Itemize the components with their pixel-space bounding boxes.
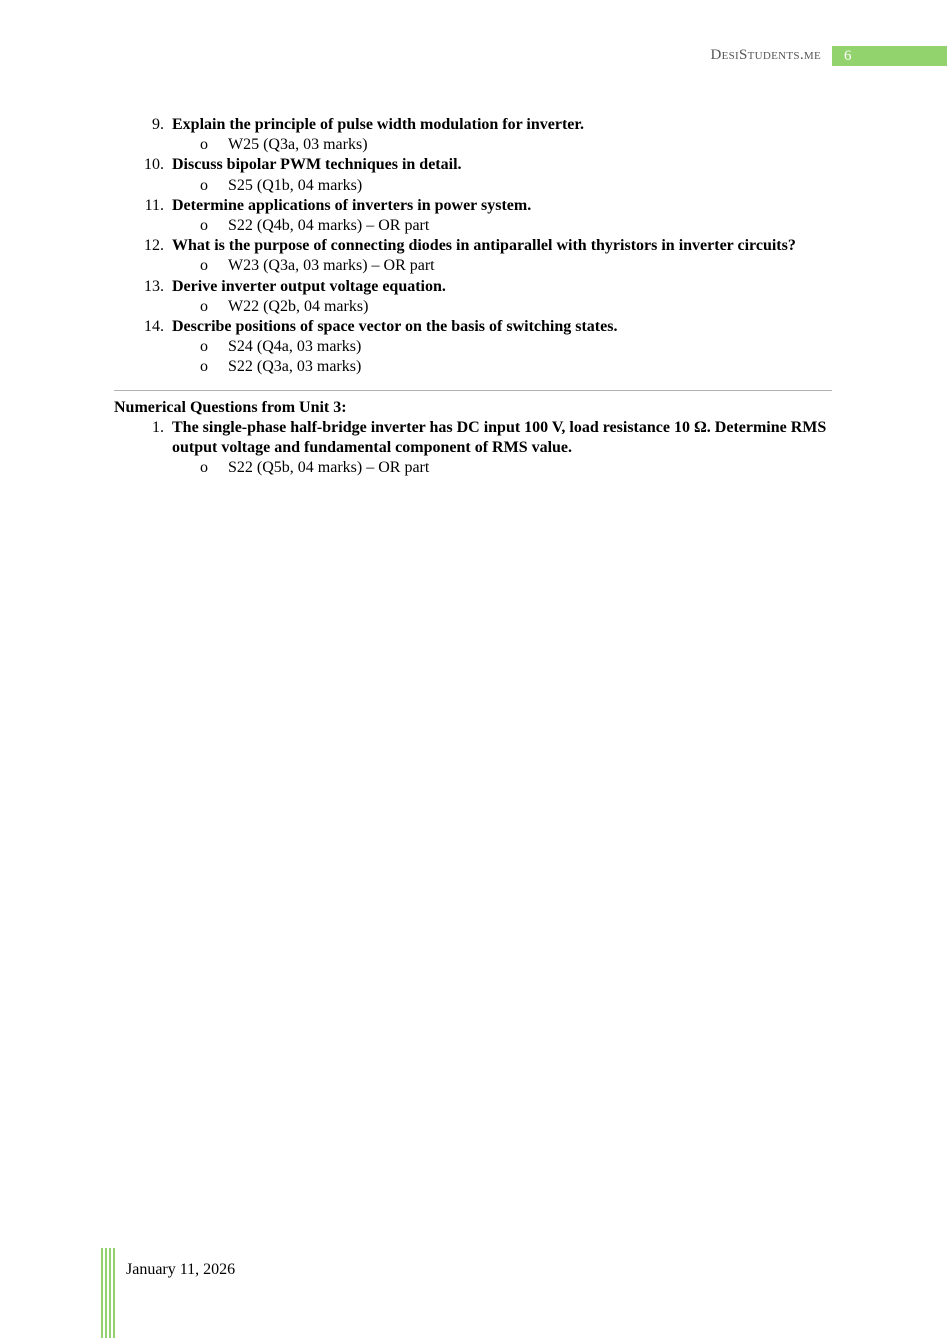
exam-reference-text: S22 (Q5b, 04 marks) – OR part — [228, 459, 430, 477]
question-text: Determine applications of inverters in power system. — [172, 196, 532, 214]
footer-date: January 11, 2026 — [126, 1261, 236, 1278]
question-number: 12. — [144, 237, 164, 255]
question-number: 13. — [144, 277, 164, 295]
question-number: 14. — [144, 318, 164, 336]
numerical-question-list — [114, 418, 834, 479]
question-text: The single-phase half-bridge inverter has DC input 100 V, load resistance 10 Ω. Determine RMS output voltage and fundamental component of RMS value. — [172, 418, 827, 457]
header-page-number: 6 — [832, 46, 947, 66]
footer-accent-bars — [101, 1248, 115, 1338]
question-number: 10. — [144, 156, 164, 174]
exam-reference-text: S22 (Q3a, 03 marks) — [228, 358, 362, 376]
circle-bullet-icon: o — [200, 176, 208, 194]
circle-bullet-icon: o — [200, 257, 208, 275]
section-divider — [114, 390, 832, 391]
question-item — [114, 115, 834, 135]
exam-reference-text: S24 (Q4a, 03 marks) — [228, 338, 362, 356]
question-text: Describe positions of space vector on the basis of switching states. — [172, 318, 618, 336]
exam-reference — [114, 256, 834, 276]
question-item — [114, 236, 834, 256]
section-heading: Numerical Questions from Unit 3: — [114, 398, 347, 416]
question-item — [114, 317, 834, 337]
question-text: Explain the principle of pulse width modulation for inverter. — [172, 116, 585, 133]
exam-reference-text: W22 (Q2b, 04 marks) — [228, 297, 369, 315]
circle-bullet-icon: o — [200, 338, 208, 356]
exam-reference-text: W25 (Q3a, 03 marks) — [228, 136, 368, 154]
question-item — [114, 196, 834, 216]
numerical-question-item — [114, 418, 834, 458]
question-text: Derive inverter output voltage equation. — [172, 277, 446, 295]
exam-reference — [114, 458, 834, 478]
exam-reference-text: W23 (Q3a, 03 marks) – OR part — [228, 257, 435, 275]
exam-reference-text: S22 (Q4b, 04 marks) – OR part — [228, 217, 430, 235]
exam-reference-text: S25 (Q1b, 04 marks) — [228, 176, 363, 194]
question-item — [114, 155, 834, 175]
exam-reference — [114, 216, 834, 236]
exam-reference — [114, 176, 834, 196]
question-number: 11. — [144, 196, 164, 214]
circle-bullet-icon: o — [200, 459, 208, 477]
circle-bullet-icon: o — [200, 136, 208, 154]
exam-reference — [114, 297, 834, 317]
question-item — [114, 277, 834, 297]
exam-reference — [114, 337, 834, 357]
exam-reference — [114, 357, 834, 377]
question-number: 9. — [152, 116, 164, 133]
exam-reference — [114, 135, 834, 155]
question-text: Discuss bipolar PWM techniques in detail. — [172, 156, 462, 174]
circle-bullet-icon: o — [200, 297, 208, 315]
circle-bullet-icon: o — [200, 217, 208, 235]
question-text: What is the purpose of connecting diodes in antiparallel with thyristors in inverter circuits? — [172, 237, 796, 255]
question-number: 1. — [152, 418, 164, 436]
page-content — [114, 115, 834, 478]
header-site-name: DesiStudents.me — [710, 47, 821, 63]
circle-bullet-icon: o — [200, 358, 208, 376]
question-list — [114, 115, 834, 378]
